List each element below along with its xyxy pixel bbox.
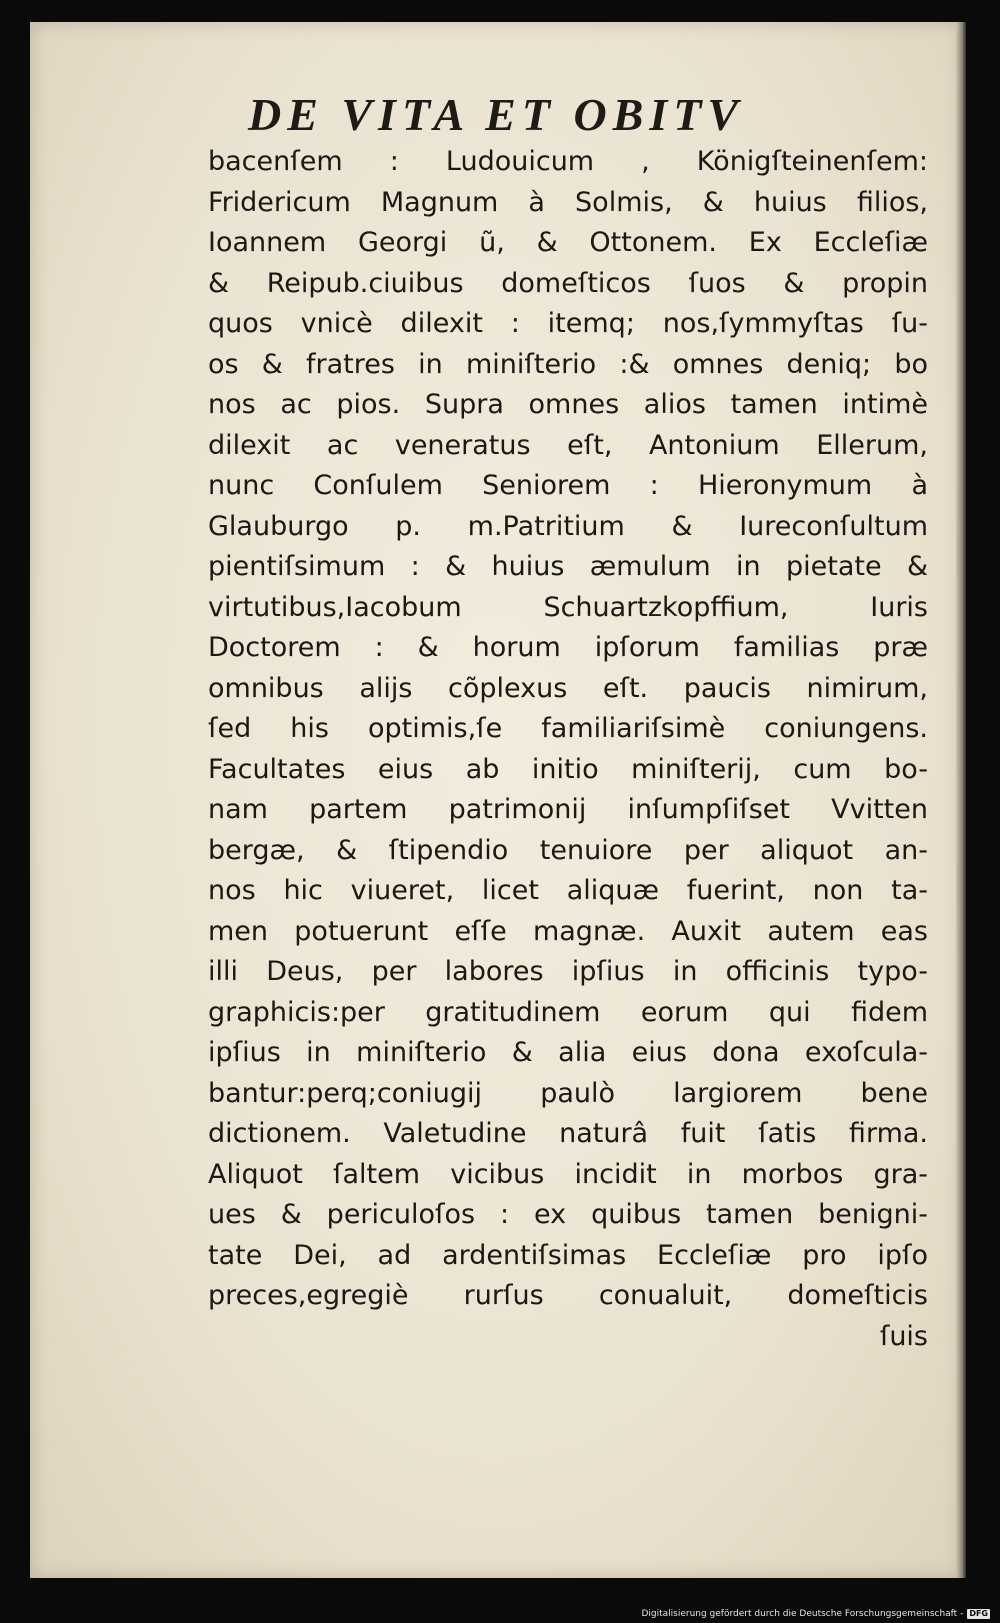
text-line: virtutibus,Iacobum Schuartzkopffium, Iuris [208,591,928,623]
text-line: bantur:perq;coniugij paulò largiorem bene [208,1077,928,1109]
text-line: nam partem patrimonij inſumpſiſset Vvitten [208,794,928,825]
text-line: dilexit ac veneratus eſt, Antonium Ellerum, [208,429,928,461]
text-line: graphicis:per gratitudinem eorum qui fidem [208,996,928,1028]
dfg-logo-icon: DFG [969,1609,988,1618]
text-line: ipſius in miniſterio & alia eius dona exoſcula- [208,1037,928,1068]
text-line: os & fratres in miniſterio :& omnes deniq; bo [208,348,928,380]
text-line: ues & periculoſos : ex quibus tamen benigni- [208,1199,928,1230]
catchword: ſuis [879,1320,928,1352]
text-line: bergæ, & ſtipendio tenuiore per aliquot an- [208,834,928,866]
running-head: DE VITA ET OBITV [247,89,745,140]
text-line: Glauburgo p. m.Patritium & Iureconſultum [208,510,928,542]
text-line: & Reipub.ciuibus domeſticos ſuos & propin [208,267,928,299]
text-line: Ioannem Georgi ũ, & Ottonem. Ex Eccleſiæ [208,227,928,258]
text-line: Facultates eius ab initio miniſterij, cum bo- [208,753,928,785]
funding-footer [641,1609,990,1619]
body-text [208,142,928,1357]
text-line: illi Deus, per labores ipſius in officinis typo- [208,956,928,987]
text-line: men potuerunt eſſe magnæ. Auxit autem eas [208,915,928,947]
text-line: bacenſem : Ludouicum , Königſteinenſem: [208,146,928,177]
text-line: Doctorem : & horum ipſorum familias præ [208,632,928,663]
page-edge [956,22,966,1578]
text-line: dictionem. Valetudine naturâ fuit ſatis firma. [208,1118,928,1149]
text-line: nos ac pios. Supra omnes alios tamen intimè [208,389,928,420]
book-page [30,22,962,1578]
text-line: Aliquot ſaltem vicibus incidit in morbos gra- [208,1158,928,1190]
text-line: Fridericum Magnum à Solmis, & huius filios, [208,186,928,218]
text-line: nunc Conſulem Seniorem : Hieronymum à [208,470,928,501]
text-line: pientiſsimum : & huius æmulum in pietate & [208,551,928,582]
funding-credit: Digitalisierung gefördert durch die Deutsche Forschungsgemeinschaft - [641,1609,964,1619]
text-line: tate Dei, ad ardentiſsimas Eccleſiæ pro ipſo [208,1239,928,1271]
text-line: ſed his optimis,ſe familiariſsimè coniungens. [208,713,928,744]
text-line: quos vnicè dilexit : itemq; nos,ſymmyſtas ſu- [208,308,928,339]
text-line: nos hic viueret, licet aliquæ fuerint, non ta- [208,875,928,906]
text-line: preces,egregiè rurſus conualuit, domeſticis [208,1280,928,1311]
text-line: omnibus alijs cõplexus eſt. paucis nimirum, [208,672,928,704]
